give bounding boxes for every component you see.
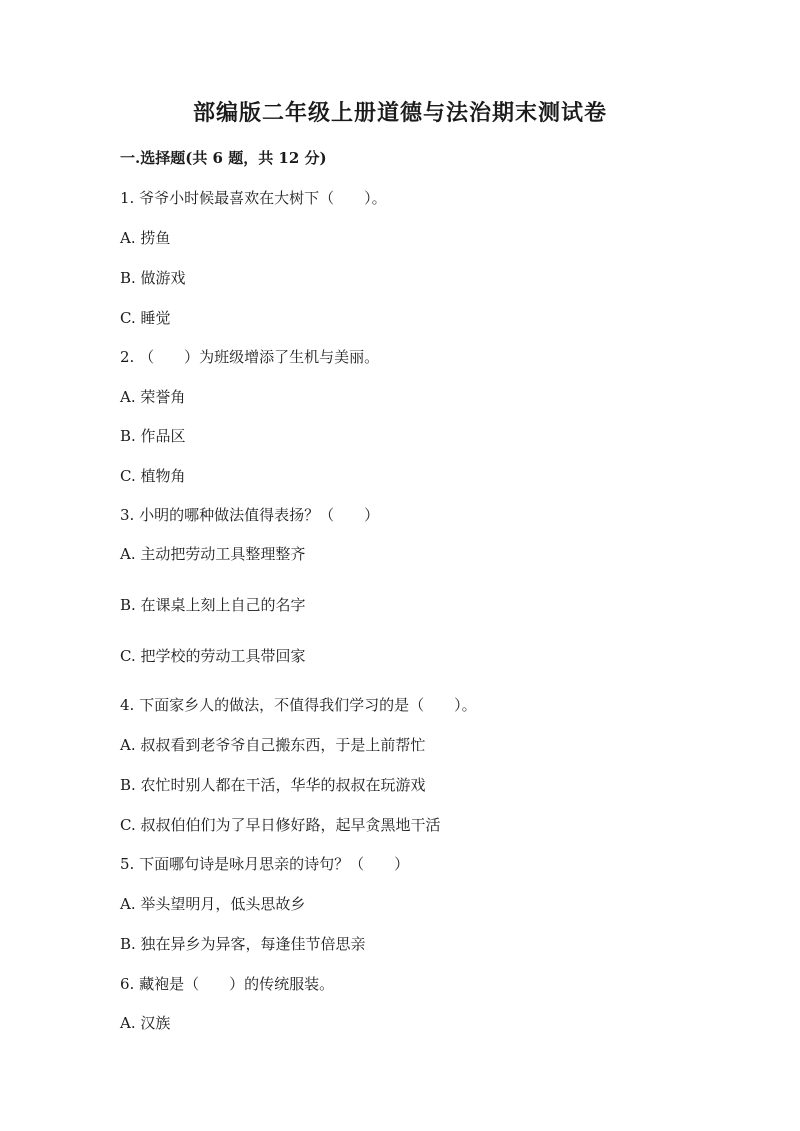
question-1-option-b: B. 做游戏 xyxy=(120,269,186,287)
question-6-option-a: A. 汉族 xyxy=(120,1014,171,1032)
question-2-option-a: A. 荣誉角 xyxy=(120,388,186,406)
question-stem-4: 4. 下面家乡人的做法，不值得我们学习的是（ ）。 xyxy=(120,696,477,714)
question-1-option-a: A. 捞鱼 xyxy=(120,229,171,247)
question-stem-6: 6. 藏袍是（ ）的传统服装。 xyxy=(120,975,335,993)
question-stem-3: 3. 小明的哪种做法值得表扬？（ ） xyxy=(120,506,380,524)
question-2-option-b: B. 作品区 xyxy=(120,427,186,445)
question-4-option-b: B. 农忙时别人都在干活，华华的叔叔在玩游戏 xyxy=(120,776,426,794)
question-5-option-b: B. 独在异乡为异客，每逢佳节倍思亲 xyxy=(120,935,366,953)
question-1-option-c: C. 睡觉 xyxy=(120,309,171,327)
question-4-option-c: C. 叔叔伯伯们为了早日修好路，起早贪黑地干活 xyxy=(120,816,441,834)
question-3-option-a: A. 主动把劳动工具整理整齐 xyxy=(120,545,306,563)
question-3-option-c: C. 把学校的劳动工具带回家 xyxy=(120,647,306,665)
question-stem-5: 5. 下面哪句诗是咏月思亲的诗句？（ ） xyxy=(120,855,410,873)
page-title: 部编版二年级上册道德与法治期末测试卷 xyxy=(192,100,607,126)
question-5-option-a: A. 举头望明月，低头思故乡 xyxy=(120,895,306,913)
question-3-option-b: B. 在课桌上刻上自己的名字 xyxy=(120,596,306,614)
question-4-option-a: A. 叔叔看到老爷爷自己搬东西，于是上前帮忙 xyxy=(120,736,426,754)
question-stem-1: 1. 爷爷小时候最喜欢在大树下（ ）。 xyxy=(120,189,387,207)
question-stem-2: 2. （ ）为班级增添了生机与美丽。 xyxy=(120,348,380,366)
question-2-option-c: C. 植物角 xyxy=(120,467,186,485)
section-heading: 一.选择题(共 6 题，共 12 分) xyxy=(120,149,327,167)
